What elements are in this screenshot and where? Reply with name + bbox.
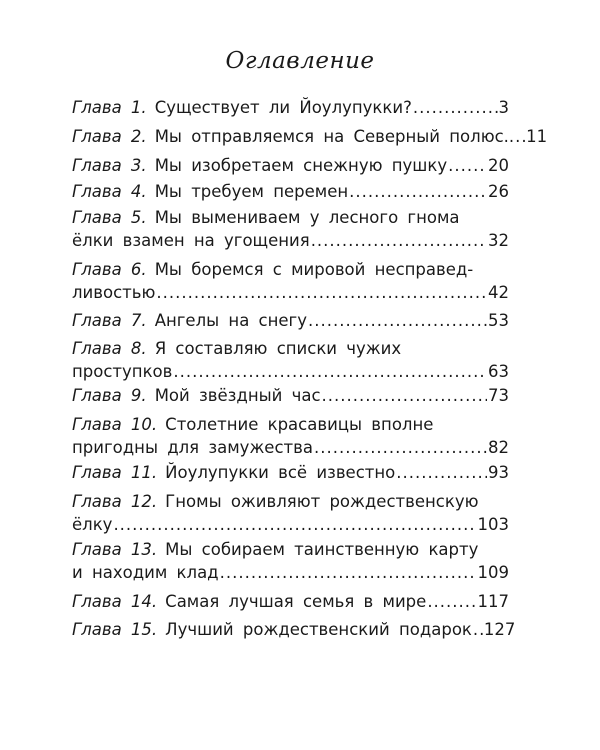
toc-entry-line — [72, 229, 509, 252]
chapter-title-cont: ёлки взамен на угощения — [72, 231, 310, 250]
dot-leader — [427, 590, 476, 613]
toc-entry[interactable] — [72, 461, 509, 484]
page-number: 73 — [488, 386, 509, 405]
chapter-title: Я составляю списки чужих — [154, 339, 402, 358]
chapter-label: Глава 3. — [72, 156, 147, 175]
dot-leader — [349, 180, 487, 203]
toc-entry[interactable] — [72, 154, 509, 177]
page-number: 32 — [488, 231, 509, 250]
toc-entry-line — [72, 360, 509, 383]
chapter-label: Глава 8. — [72, 339, 147, 358]
page-number: 26 — [488, 182, 509, 201]
page-number: 53 — [488, 311, 509, 330]
toc-entry-line — [72, 413, 509, 436]
toc-entry-line — [72, 490, 509, 513]
chapter-label: Глава 13. — [72, 540, 158, 559]
dot-leader — [314, 436, 487, 459]
toc-entry-line — [72, 258, 509, 281]
chapter-label: Глава 5. — [72, 208, 147, 227]
chapter-label: Глава 12. — [72, 492, 158, 511]
toc-entry[interactable] — [72, 538, 509, 584]
chapter-title: Самая лучшая семья в мире — [165, 592, 427, 611]
toc-entry[interactable] — [72, 309, 509, 332]
chapter-label: Глава 1. — [72, 98, 147, 117]
toc-entry[interactable] — [72, 413, 509, 459]
page-number: 11 — [526, 127, 548, 146]
dot-leader — [413, 96, 498, 119]
dot-leader — [113, 513, 476, 536]
chapter-title: Мы боремся с мировой несправед- — [154, 260, 474, 279]
toc-entry-line — [72, 337, 509, 360]
toc-entry-line — [72, 590, 509, 613]
toc-entry[interactable] — [72, 384, 509, 407]
toc-entry[interactable] — [72, 258, 509, 304]
page-number: 3 — [498, 98, 509, 117]
chapter-label: Глава 6. — [72, 260, 147, 279]
toc-entry-line — [72, 154, 509, 177]
chapter-title-cont: ёлку — [72, 515, 113, 534]
dot-leader — [311, 229, 487, 252]
chapter-title: Мы выменивaем у лесного гнома — [154, 208, 460, 227]
chapter-title-cont: проступков — [72, 362, 173, 381]
dot-leader — [448, 154, 487, 177]
chapter-title: Гномы оживляют рождественскую — [165, 492, 479, 511]
chapter-title: Мой звёздный час — [154, 386, 321, 405]
chapter-label: Глава 14. — [72, 592, 158, 611]
chapter-title-cont: ливостью — [72, 283, 156, 302]
toc-entry-line — [72, 125, 548, 148]
chapter-title-cont: и находим клад — [72, 563, 219, 582]
dot-leader — [473, 618, 483, 641]
toc-entry-line — [72, 461, 509, 484]
toc-entry-line — [72, 96, 509, 119]
dot-leader — [515, 125, 525, 148]
dot-leader — [220, 561, 477, 584]
dot-leader — [173, 360, 487, 383]
toc-entry-line — [72, 180, 509, 203]
toc-entry[interactable] — [72, 337, 509, 383]
chapter-label: Глава 7. — [72, 311, 147, 330]
toc-entry-line — [72, 561, 509, 584]
toc-entry[interactable] — [72, 590, 509, 613]
toc-entry-line — [72, 436, 509, 459]
chapter-title: Мы отправляемся на Северный полюс.. — [154, 127, 515, 146]
page-number: 127 — [483, 620, 516, 639]
page-number: 109 — [477, 563, 509, 582]
page-number: 63 — [488, 362, 509, 381]
toc-entry-line — [72, 206, 509, 229]
chapter-label: Глава 11. — [72, 463, 158, 482]
toc-entry[interactable] — [72, 125, 548, 148]
toc-entry-line — [72, 384, 509, 407]
toc-entry-line — [72, 538, 509, 561]
toc-entry[interactable] — [72, 490, 509, 536]
dot-leader — [396, 461, 487, 484]
chapter-label: Глава 4. — [72, 182, 147, 201]
chapter-title: Существует ли Йоулупукки? — [154, 98, 412, 117]
chapter-title: Лучший рождественский подарок — [165, 620, 472, 639]
toc-entry-line — [72, 281, 509, 304]
toc-entry[interactable] — [72, 618, 516, 641]
toc-entry[interactable] — [72, 180, 509, 203]
dot-leader — [322, 384, 487, 407]
page-title: Оглавление — [225, 48, 375, 74]
toc-entry-line — [72, 513, 509, 536]
dot-leader — [308, 309, 487, 332]
chapter-title: Мы изобретаем снежную пушку — [154, 156, 448, 175]
page-number: 93 — [488, 463, 509, 482]
toc-entry-line — [72, 618, 516, 641]
chapter-title: Мы требуем перемен — [154, 182, 349, 201]
page-number: 42 — [488, 283, 509, 302]
chapter-label: Глава 2. — [72, 127, 147, 146]
chapter-label: Глава 15. — [72, 620, 158, 639]
chapter-title: Столетние красавицы вполне — [165, 415, 434, 434]
toc-entry[interactable] — [72, 206, 509, 252]
toc-entry[interactable] — [72, 96, 509, 119]
page-number: 82 — [488, 438, 509, 457]
page-number: 103 — [477, 515, 509, 534]
chapter-label: Глава 10. — [72, 415, 158, 434]
chapter-title-cont: пригодны для замужества — [72, 438, 313, 457]
chapter-title: Мы собираем таинственную карту — [165, 540, 479, 559]
chapter-title: Йоулупукки всё известно — [165, 463, 396, 482]
dot-leader — [156, 281, 487, 304]
chapter-label: Глава 9. — [72, 386, 147, 405]
chapter-title: Ангелы на снегу — [154, 311, 307, 330]
page-number: 117 — [477, 592, 509, 611]
toc-entry-line — [72, 309, 509, 332]
page-number: 20 — [488, 156, 509, 175]
